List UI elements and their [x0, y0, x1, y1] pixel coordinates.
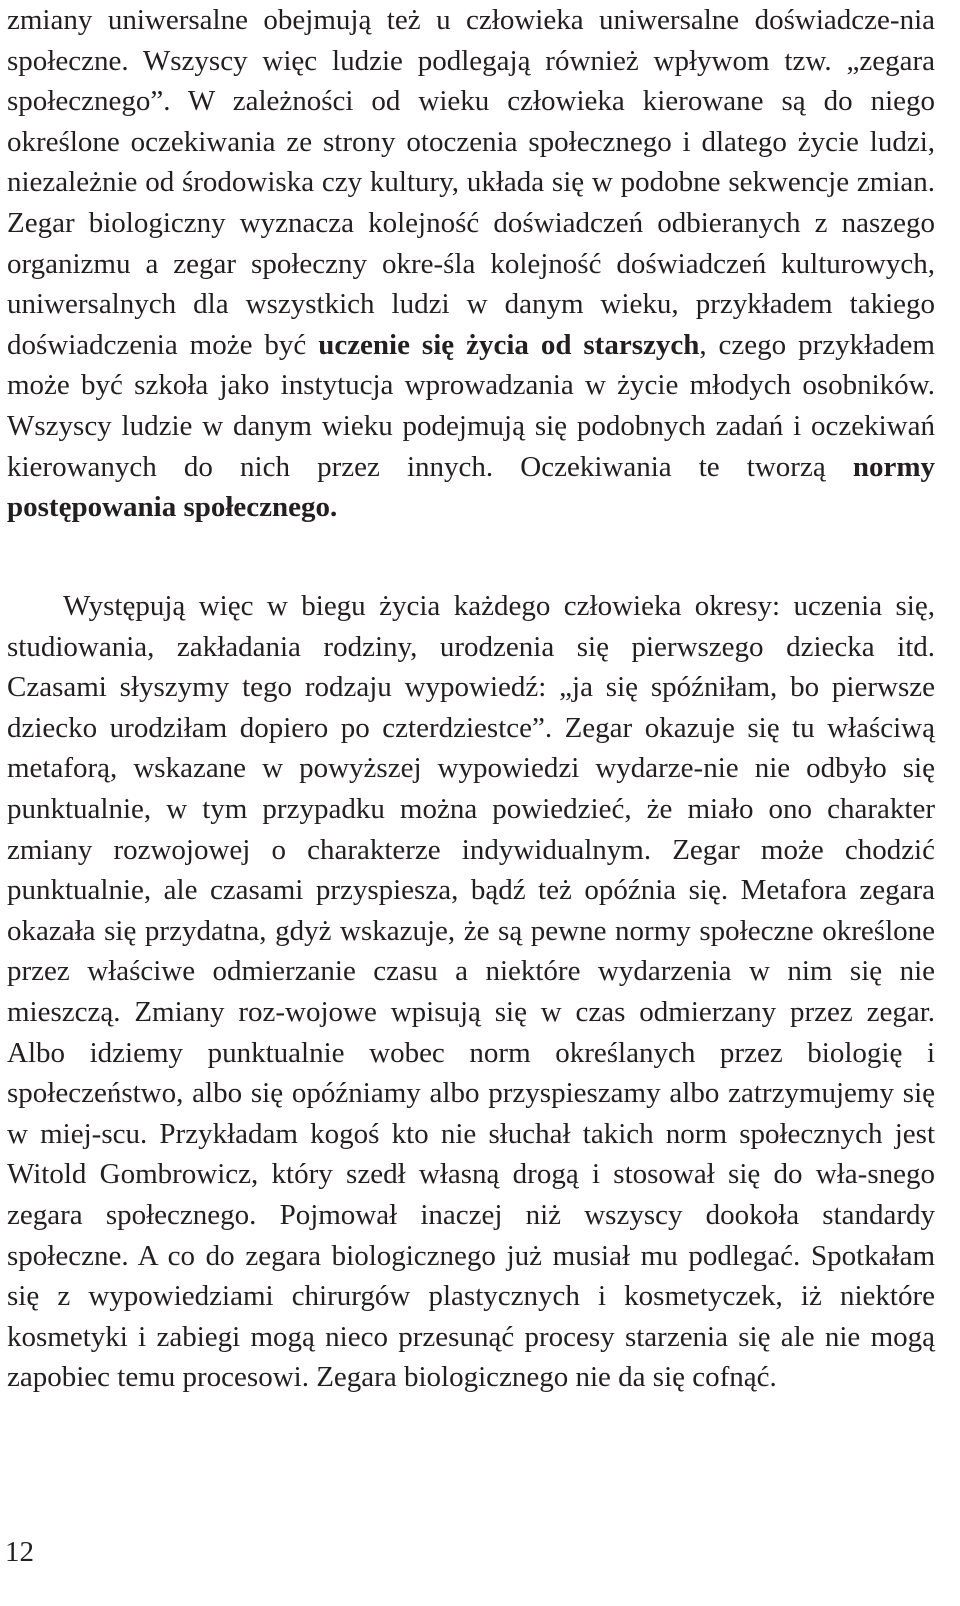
bold-phrase-learning-from-elders: uczenie się życia od starszych	[318, 328, 700, 361]
paragraph-1-text-a: zmiany uniwersalne obejmują też u człowieka uniwersalne doświadcze-nia społeczne. Wszyscy więc ludzie podlegają również wpływom tzw. „zegara społecznego”. W zależności od wieku człowieka kierowane są do niego określone oczekiwania ze strony otoczenia społecznego i dlatego życie ludzi, niezależnie od środowiska czy kultury, układa się w podobne sekwencje zmian. Zegar biologiczny wyznacza kolejność doświadczeń odbieranych z naszego organizmu a zegar społeczny okre-śla kolejność doświadczeń kulturowych, uniwersalnych dla wszystkich ludzi w danym wieku, przykładem takiego doświadczenia może być	[7, 4, 935, 361]
paragraph-1	[7, 0, 935, 528]
paragraph-1-text-b: , czego przykładem może być szkoła jako instytucja wprowadzania w życie młodych osobników. Wszyscy ludzie w danym wieku podejmują się podobnych zadań i oczekiwań kierowanych do nich przez innych. Oczekiwania te tworzą	[7, 328, 935, 483]
bold-phrase-social-norms: normy postępowania społecznego.	[7, 450, 935, 524]
page-number: 12	[5, 1536, 34, 1568]
paragraph-2: Występują więc w biegu życia każdego człowieka okresy: uczenia się, studiowania, zakładania rodziny, urodzenia się pierwszego dziecka itd. Czasami słyszymy tego rodzaju wypowiedź: „ja się spóźniłam, bo pierwsze dziecko urodziłam dopiero po czterdziestce”. Zegar okazuje się tu właściwą metaforą, wskazane w powyższej wypowiedzi wydarze-nie nie odbyło się punktualnie, w tym przypadku można powiedzieć, że miało ono charakter zmiany rozwojowej o charakterze indywidualnym. Zegar może chodzić punktualnie, ale czasami przyspiesza, bądź też opóźnia się. Metafora zegara okazała się przydatna, gdyż wskazuje, że są pewne normy społeczne określone przez właściwe odmierzanie czasu a niektóre wydarzenia w nim się nie mieszczą. Zmiany roz-wojowe wpisują się w czas odmierzany przez zegar. Albo idziemy punktualnie wobec norm określanych przez biologię i społeczeństwo, albo się opóźniamy albo przyspieszamy albo zatrzymujemy się w miej-scu. Przykładam kogoś kto nie słuchał takich norm społecznych jest Witold Gombrowicz, który szedł własną drogą i stosował się do wła-snego zegara społecznego. Pojmował inaczej niż wszyscy dookoła standardy społeczne. A co do zegara biologicznego już musiał mu podlegać. Spotkałam się z wypowiedziami chirurgów plastycznych i kosmetyczek, iż niektóre kosmetyki i zabiegi mogą nieco przesunąć procesy starzenia się ale nie mogą zapobiec temu procesowi. Zegara biologicznego nie da się cofnąć.	[7, 590, 935, 1394]
